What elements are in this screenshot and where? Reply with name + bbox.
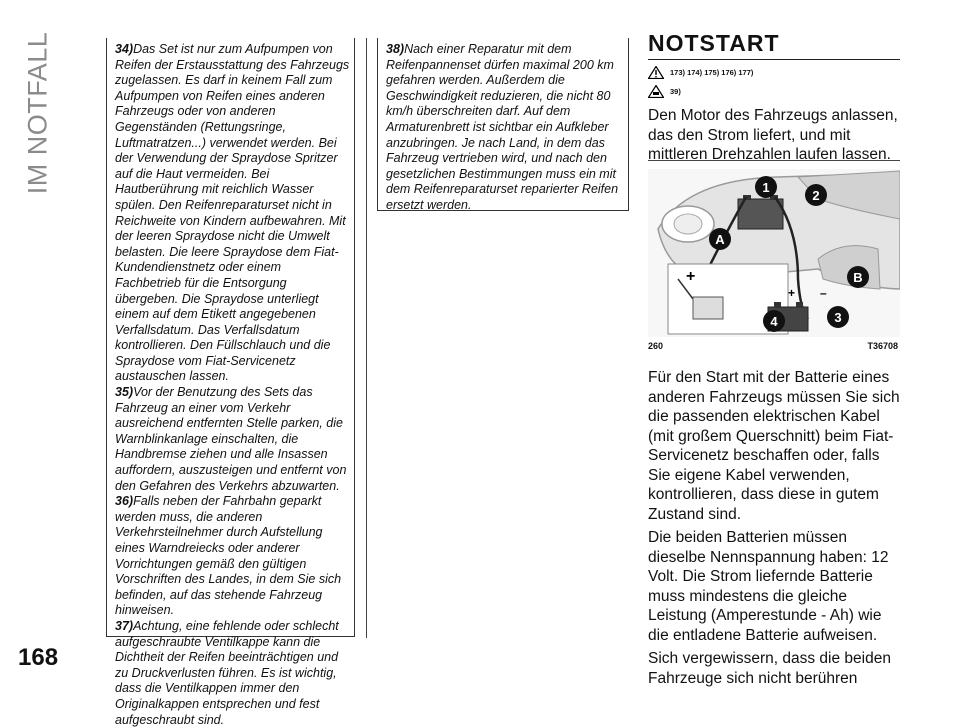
note-number: 37) xyxy=(115,618,134,633)
figure-code: T36708 xyxy=(867,341,898,351)
warning-references-2 xyxy=(648,85,900,98)
note-34 xyxy=(115,42,350,385)
section-side-label xyxy=(18,31,58,194)
note-text: Vor der Benutzung des Sets das Fahrzeug an einer vom Verkehr ausreichend entfernten Stelle parken, die Warnblinkanlage einschalten, die Handbremse ziehen und alle Insassen auffordern, auszusteigen und entfernt von den Gefahren des Verkehrs abzuwarten. xyxy=(115,385,347,493)
body-paragraph-3: Sich vergewissern, dass die beiden Fahrzeuge sich nicht berühren xyxy=(648,650,891,687)
page-number: 168 xyxy=(18,644,59,671)
note-text: Das Set ist nur zum Aufpumpen von Reifen der Erstausstattung des Fahrzeugs zugelassen. Es darf in keinem Fall zum Aufpumpen von Reifen eines anderen Fahrzeugs oder von anderen Gegenständen (Rettungsringe, Luftmatratzen...) verwendet werden. Bei der Verwendung der Spraydose Spritzer auf die Haut vermeiden. Bei Hautberührung mit reichlich Wasser spülen. Den Reifenreparaturset nicht in Reichweite von Kindern aufbewahren. Mit der leeren Spraydose nicht die Umwelt belasten. Die leere Spraydose dem Fiat-Kundendienstnetz oder einem Fachbetrieb für die Entsorgung übergeben. Die Spraydose unterliegt einem auf dem Etikett angegebenen Verfallsdatum. Das Verfallsdatum kontrollieren. Den Füllschlauch und die Spraydose vom Fiat-Servicenetz austauschen lassen. xyxy=(115,42,350,384)
figure-label-1: 1 xyxy=(762,180,770,195)
figure-number: 260 xyxy=(648,341,664,351)
note-text: Falls neben der Fahrbahn geparkt werden muss, die anderen Verkehrsteilnehmer durch Aufstellung eines Warndreiecks oder anderer Vorrichtungen gemäß den gültigen Vorschriften des Landes, in dem Sie sich befinden, auf das stehende Fahrzeug hinweisen. xyxy=(115,494,342,618)
notes-box-left xyxy=(106,38,355,727)
figure-label-4: 4 xyxy=(770,314,778,329)
caution-car-icon xyxy=(648,85,664,98)
figure-label-2: 2 xyxy=(812,188,820,203)
note-38 xyxy=(386,42,624,214)
intro-paragraph: Den Motor des Fahrzeugs anlassen, das den Strom liefert, und mit mittleren Drehzahlen laufen lassen. xyxy=(648,107,898,163)
warning-ref-text: 39) xyxy=(670,87,681,96)
body-paragraph-1: Für den Start mit der Batterie eines anderen Fahrzeugs müssen Sie sich die passenden elektrischen Kabel (mit großem Querschnitt) beim Fiat-Servicenetz beschaffen oder, falls Sie eigene Kabel verwenden, kontrollieren, dass diese in gutem Zustand sind. xyxy=(648,369,900,523)
column-separator xyxy=(366,38,367,638)
note-text: Nach einer Reparatur mit dem Reifenpannenset dürfen maximal 200 km gefahren werden. Außerdem die Geschwindigkeit reduzieren, die nicht 80 km/h überschreiten darf. Auf dem Armaturenbrett ist sichtbar ein Aufkleber anzubringen. Je nach Land, in dem das Fahrzeug vertrieben wird, und nach den gesetzlichen Bestimmungen muss ein mit dem Reifenreparaturset reparierter Reifen ersetzt werden. xyxy=(386,42,619,212)
body-paragraph-2: Die beiden Batterien müssen dieselbe Nennspannung haben: 12 Volt. Die Strom liefernde Batterie muss mindestens die gleiche Leistung (Amperestunde - Ah) wie die entladene Batterie aufweisen. xyxy=(648,529,889,644)
svg-text:+: + xyxy=(788,286,796,300)
svg-text:–: – xyxy=(820,286,827,300)
jump-start-illustration xyxy=(648,169,900,337)
warning-triangle-icon xyxy=(648,66,664,79)
warning-references-1 xyxy=(648,66,900,79)
section-side-label-text: IM NOTFALL xyxy=(22,31,53,194)
note-36 xyxy=(115,494,350,619)
note-number: 35) xyxy=(115,385,134,400)
jump-start-figure xyxy=(648,160,900,356)
note-text: Achtung, eine fehlende oder schlecht aufgeschraubte Ventilkappe kann die Dichtheit der Reifen beeinträchtigen und zu Druckverlusten führen. Es ist wichtig, dass die Ventilkappen immer den Originalkappen entsprechen und fest aufgeschraubt sind. xyxy=(115,618,339,727)
figure-label-3: 3 xyxy=(834,310,842,325)
note-37 xyxy=(115,619,350,728)
note-number: 34) xyxy=(115,42,134,56)
warning-ref-text: 173) 174) 175) 176) 177) xyxy=(670,68,754,77)
notstart-section xyxy=(648,30,900,165)
svg-text:+: + xyxy=(686,268,696,285)
figure-label-a: A xyxy=(715,232,725,247)
notes-box-middle xyxy=(377,38,629,211)
section-heading: NOTSTART xyxy=(648,30,900,60)
figure-label-b: B xyxy=(853,270,863,285)
note-number: 36) xyxy=(115,494,134,509)
note-number: 38) xyxy=(386,42,405,56)
notstart-body xyxy=(648,368,900,692)
note-35 xyxy=(115,385,350,494)
